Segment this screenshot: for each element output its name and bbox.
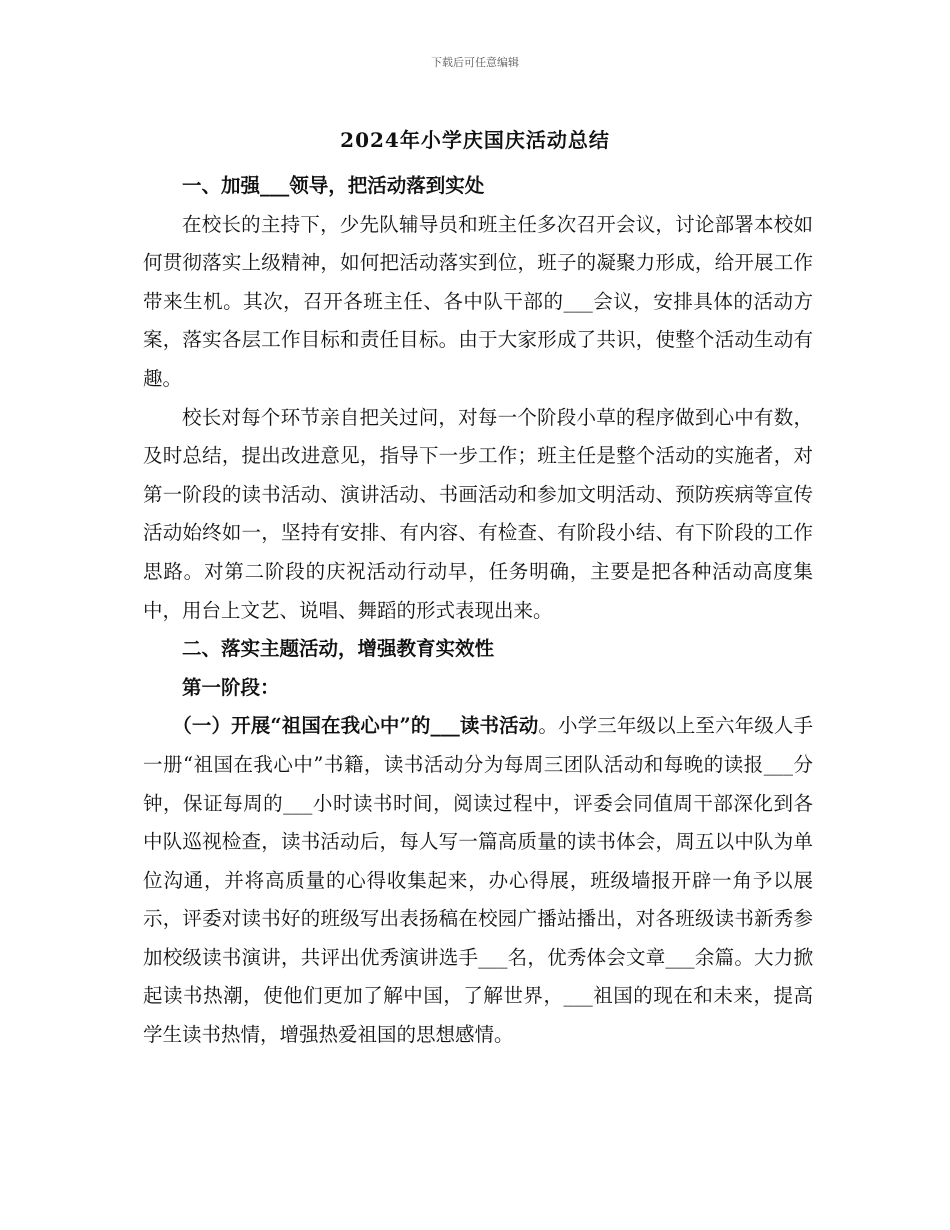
- section-2-heading: 二、落实主题活动，增强教育实效性: [182, 637, 495, 661]
- stage-heading: 第一阶段：: [182, 675, 280, 699]
- item-1-paragraph: [143, 707, 813, 1054]
- document-body: [143, 167, 813, 1055]
- document-title: 2024年小学庆国庆活动总结: [340, 128, 610, 152]
- page-header-note: 下载后可任意编辑: [431, 56, 519, 69]
- section-1-paragraph-1: 在校长的主持下，少先队辅导员和班主任多次召开会议，讨论部署本校如何贯彻落实上级精神，如何把活动落实到位，班子的凝聚力形成，给开展工作带来生机。其次，召开各班主任、各中队干部的___会议，安排具体的活动方案，落实各层工作目标和责任目标。由于大家形成了共识，使整个活动生动有趣。: [143, 212, 813, 390]
- item-1-text: 。小学三年级以上至六年级人手一册“祖国在我心中”书籍，读书活动分为每周三团队活动和每晚的读报___分钟，保证每周的___小时读书时间，阅读过程中，评委会同值周干部深化到各中队巡视检查，读书活动后，每人写一篇高质量的读书体会，周五以中队为单位沟通，并将高质量的心得收集起来，办心得展，班级墙报开辟一角予以展示，评委对读书好的班级写出表扬稿在校园广播站播出，对各班级读书新秀参加校级读书演讲，共评出优秀演讲选手___名，优秀体会文章___余篇。大力掀起读书热潮，使他们更加了解中国，了解世界，___祖国的现在和未来，提高学生读书热情，增强热爱祖国的思想感情。: [143, 714, 813, 1047]
- item-1-lead: （一）开展“祖国在我心中”的___读书活动: [172, 714, 539, 738]
- section-1-paragraph-2: 校长对每个环节亲自把关过问，对每一个阶段小草的程序做到心中有数，及时总结，提出改进意见，指导下一步工作；班主任是整个活动的实施者，对第一阶段的读书活动、演讲活动、书画活动和参加文明活动、预防疾病等宣传活动始终如一，坚持有安排、有内容、有检查、有阶段小结、有下阶段的工作思路。对第二阶段的庆祝活动行动早，任务明确，主要是把各种活动高度集中，用台上文艺、说唱、舞蹈的形式表现出来。: [143, 405, 813, 622]
- section-1-heading: 一、加强___领导，把活动落到实处: [182, 174, 485, 197]
